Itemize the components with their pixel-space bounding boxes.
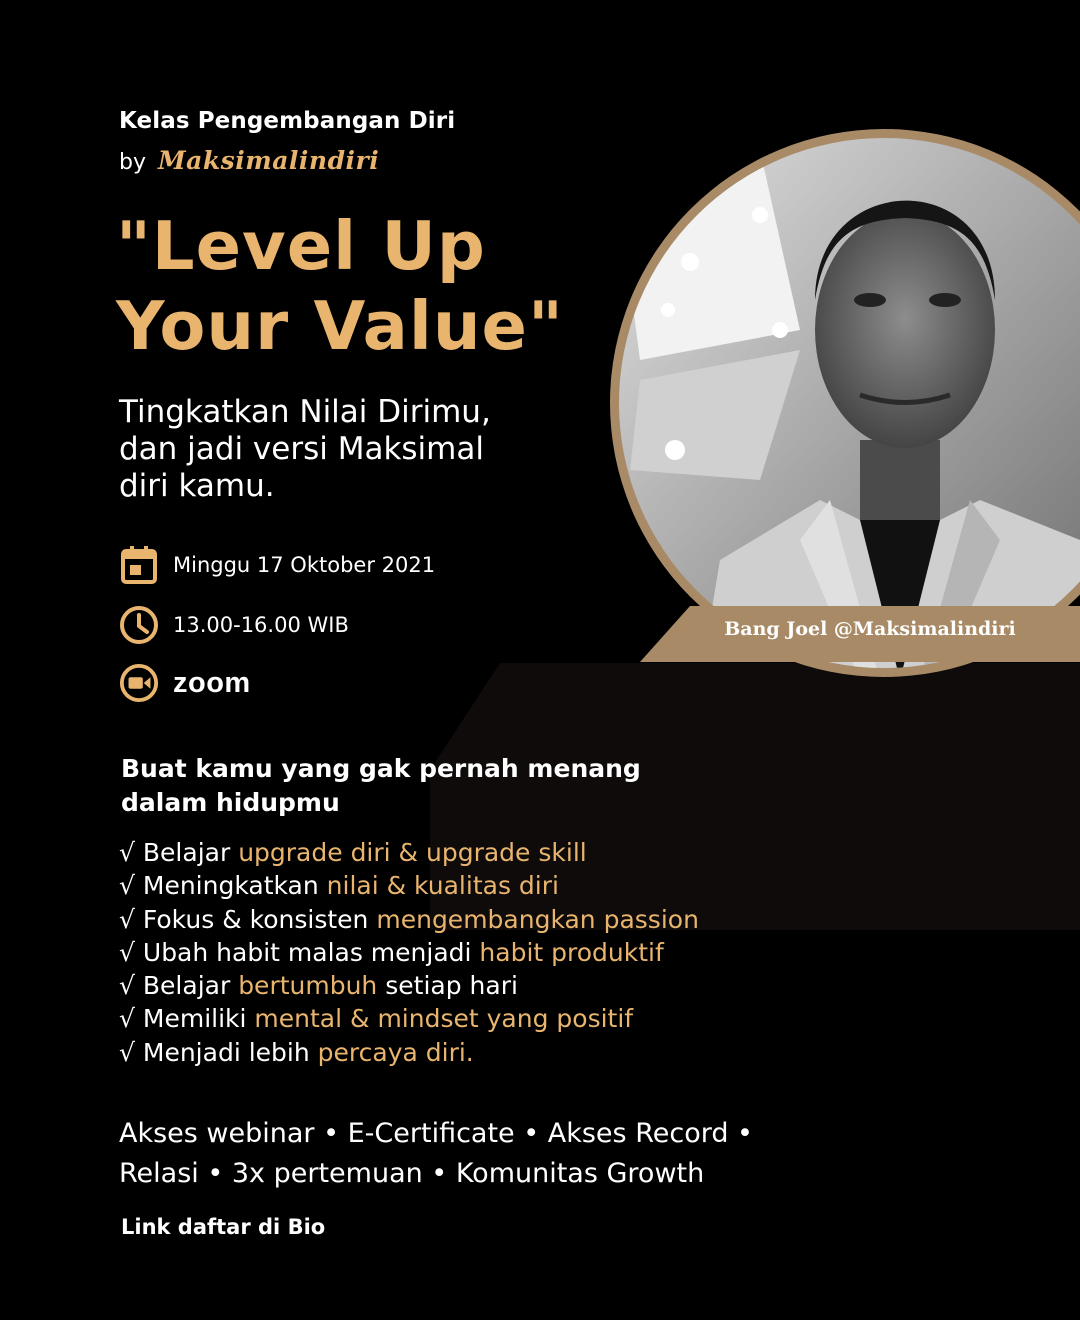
list-item: √ Fokus & konsisten mengembangkan passion xyxy=(119,904,699,934)
list-item: √ Belajar bertumbuh setiap hari xyxy=(119,971,518,1001)
list-item: √ Ubah habit malas menjadi habit produktif xyxy=(119,937,664,967)
brand-logo: Maksimalindiri xyxy=(157,146,380,175)
benefit-list xyxy=(119,836,699,1069)
headline-line-2: Your Value" xyxy=(116,287,564,365)
feature-line-2: Relasi • 3x pertemuan • Komunitas Growth xyxy=(119,1158,705,1189)
audience-line-2: dalam hidupmu xyxy=(121,788,340,817)
list-item: √ Meningkatkan nilai & kualitas diri xyxy=(119,871,559,901)
list-item: √ Belajar upgrade diri & upgrade skill xyxy=(119,838,587,867)
speaker-portrait xyxy=(610,120,1080,680)
by-line xyxy=(119,146,379,175)
event-platform-row xyxy=(119,663,251,703)
zoom-wordmark: zoom xyxy=(173,666,251,699)
calendar-icon xyxy=(119,545,159,585)
speaker-caption: Bang Joel @Maksimalindiri xyxy=(724,618,1016,640)
video-camera-icon xyxy=(119,663,159,703)
subheadline-line-2: dan jadi versi Maksimal xyxy=(119,431,484,467)
list-item: √ Memiliki mental & mindset yang positif xyxy=(119,1004,634,1034)
by-label: by xyxy=(119,150,146,175)
list-item: √ Menjadi lebih percaya diri. xyxy=(119,1037,474,1067)
headline xyxy=(116,206,676,366)
event-time: 13.00-16.00 WIB xyxy=(173,613,349,637)
cta-text: Link daftar di Bio xyxy=(121,1215,326,1239)
subheadline xyxy=(119,394,539,505)
event-time-row xyxy=(119,605,349,645)
event-date: Minggu 17 Oktober 2021 xyxy=(173,553,436,577)
headline-line-1: "Level Up xyxy=(116,207,486,285)
audience-heading xyxy=(121,752,701,820)
subheadline-line-1: Tingkatkan Nilai Dirimu, xyxy=(119,394,491,430)
subheadline-line-3: diri kamu. xyxy=(119,468,275,504)
class-kicker: Kelas Pengembangan Diri xyxy=(119,108,456,134)
feature-list xyxy=(119,1114,759,1194)
clock-icon xyxy=(119,605,159,645)
audience-line-1: Buat kamu yang gak pernah menang xyxy=(121,754,641,783)
feature-line-1: Akses webinar • E-Certificate • Akses Record • xyxy=(119,1118,753,1149)
event-date-row xyxy=(119,545,435,585)
